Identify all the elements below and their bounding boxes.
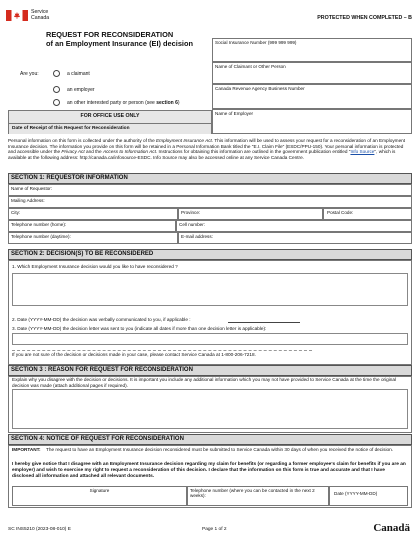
home-telephone-field[interactable]: Telephone number (home): bbox=[8, 220, 176, 232]
canada-flag-logo bbox=[6, 10, 28, 24]
contact-note: If you are not sure of the decision or decisions made in your case, please contact Service Canada at 1-800-206-7218. bbox=[12, 352, 256, 357]
employer-name-field[interactable]: Name of Employer bbox=[212, 109, 412, 134]
letter-date-label: 3. Date (YYYY-MM-DD) the decision letter was sent to you (indicate all dates if more than one decision letter is applicable): bbox=[12, 326, 267, 331]
decision-textarea[interactable] bbox=[12, 273, 408, 306]
declaration-text: I hereby give notice that I disagree with an Employment Insurance decision regarding my claim for benefits (or regarding a former employee's claim for benefits if you are an employer) and wish to exercise my right to request a reconsideration of this decision. I declare that the information on this form is true and accurate and that I have disclosed all information and attached all relevant documents. bbox=[12, 462, 406, 479]
contact-telephone-field[interactable]: Telephone number (where you can be contacted in the next 2 weeks): bbox=[187, 486, 329, 506]
verbal-date-input[interactable] bbox=[228, 322, 300, 323]
info-source-link[interactable]: Info Source bbox=[350, 149, 375, 155]
signature-field[interactable]: Signature bbox=[12, 486, 187, 506]
are-you-label: Are you: bbox=[20, 71, 39, 77]
requestor-name-field[interactable]: Name of Requestor: bbox=[8, 184, 412, 196]
claimant-option-label: a claimant bbox=[67, 71, 90, 77]
section-2-title: SECTION 2: DECISION(S) TO BE RECONSIDERED bbox=[8, 249, 412, 260]
sin-field[interactable]: Social Insurance Number (999 999 999) bbox=[212, 38, 412, 62]
decision-question-label: 1. Which Employment Insurance decision would you like to have reconsidered ? bbox=[12, 264, 178, 269]
province-field[interactable]: Province: bbox=[178, 208, 323, 220]
email-field[interactable]: E-mail address: bbox=[178, 232, 412, 244]
reason-instructions: Explain why you disagree with the decision or decisions. It is important you include any additional information which you may not have provided to Service Canada at the time the original decision was made (attach additional pages if required). bbox=[12, 377, 397, 388]
postal-code-field[interactable]: Postal Code: bbox=[323, 208, 412, 220]
privacy-notice: Personal information on this form is collected under the authority of the Employment Insurance Act. This information will be used to assess your request for a reconsideration of an Employment Insurance decision. The information you provide on this form will be retained in a Personal Information Bank titled the "E.I. Claim File" (ESDC/PPU-150). Your personal information is protected and accessible under the Privacy Act and the Access to Information Act. Instructions for obtaining this information are outlined in the government publication entitled "Info Source", which is available at the following address: http://canada.ca/infosource-ESDC. Info Source may also be accessed online at any Service Canada Centre. bbox=[8, 138, 406, 161]
form-subtitle: of an Employment Insurance (EI) decision bbox=[46, 39, 194, 48]
section-2-divider bbox=[12, 350, 312, 351]
form-identifier: SC INS5210 (2023-08-010) E bbox=[8, 527, 71, 532]
date-receipt-label: Date of Receipt of this Request for Reconsideration bbox=[9, 123, 211, 134]
employer-radio[interactable] bbox=[53, 86, 60, 93]
cell-number-field[interactable]: Cell number: bbox=[176, 220, 412, 232]
page-number: Page 1 of 2 bbox=[202, 527, 227, 532]
mailing-address-field[interactable]: Mailing Address: bbox=[8, 196, 412, 208]
section-4-title: SECTION 4: NOTICE OF REQUEST FOR RECONSIDERATION bbox=[8, 434, 412, 445]
department-name: Service Canada bbox=[31, 9, 50, 22]
form-title: REQUEST FOR RECONSIDERATION bbox=[46, 30, 174, 39]
letter-date-input[interactable] bbox=[12, 333, 408, 345]
cra-business-number-field[interactable]: Canada Revenue Agency Business Number bbox=[212, 84, 412, 109]
daytime-telephone-field[interactable]: Telephone number (daytime): bbox=[8, 232, 178, 244]
other-party-radio[interactable] bbox=[53, 99, 60, 106]
office-use-title: FOR OFFICE USE ONLY bbox=[9, 111, 211, 123]
city-field[interactable]: City: bbox=[8, 208, 178, 220]
verbal-date-label: 2. Date (YYYY-MM-DD) the decision was verbally communicated to you, if applicable : bbox=[12, 317, 191, 322]
section-1-title: SECTION 1: REQUESTOR INFORMATION bbox=[8, 173, 412, 184]
signature-date-field[interactable]: Date (YYYY-MM-DD) bbox=[329, 486, 408, 506]
claimant-name-field[interactable]: Name of Claimant or Other Person bbox=[212, 62, 412, 84]
other-party-option-label: an other interested party or person (see section 6) bbox=[67, 100, 180, 106]
protected-label: PROTECTED WHEN COMPLETED – B bbox=[317, 15, 412, 21]
canada-wordmark: Canadä bbox=[373, 522, 410, 534]
reason-textarea[interactable] bbox=[12, 389, 408, 429]
important-text: The request to have an Employment Insurance decision reconsidered must be submitted to Service Canada within 30 days of when you received the notice of decision. bbox=[46, 447, 394, 452]
office-use-box bbox=[8, 110, 212, 134]
employer-option-label: an employer bbox=[67, 87, 95, 93]
section-3-title: SECTION 3 : REASON FOR REQUEST FOR RECONSIDERATION bbox=[8, 365, 412, 376]
claimant-radio[interactable] bbox=[53, 70, 60, 77]
important-label: IMPORTANT: bbox=[12, 447, 41, 452]
